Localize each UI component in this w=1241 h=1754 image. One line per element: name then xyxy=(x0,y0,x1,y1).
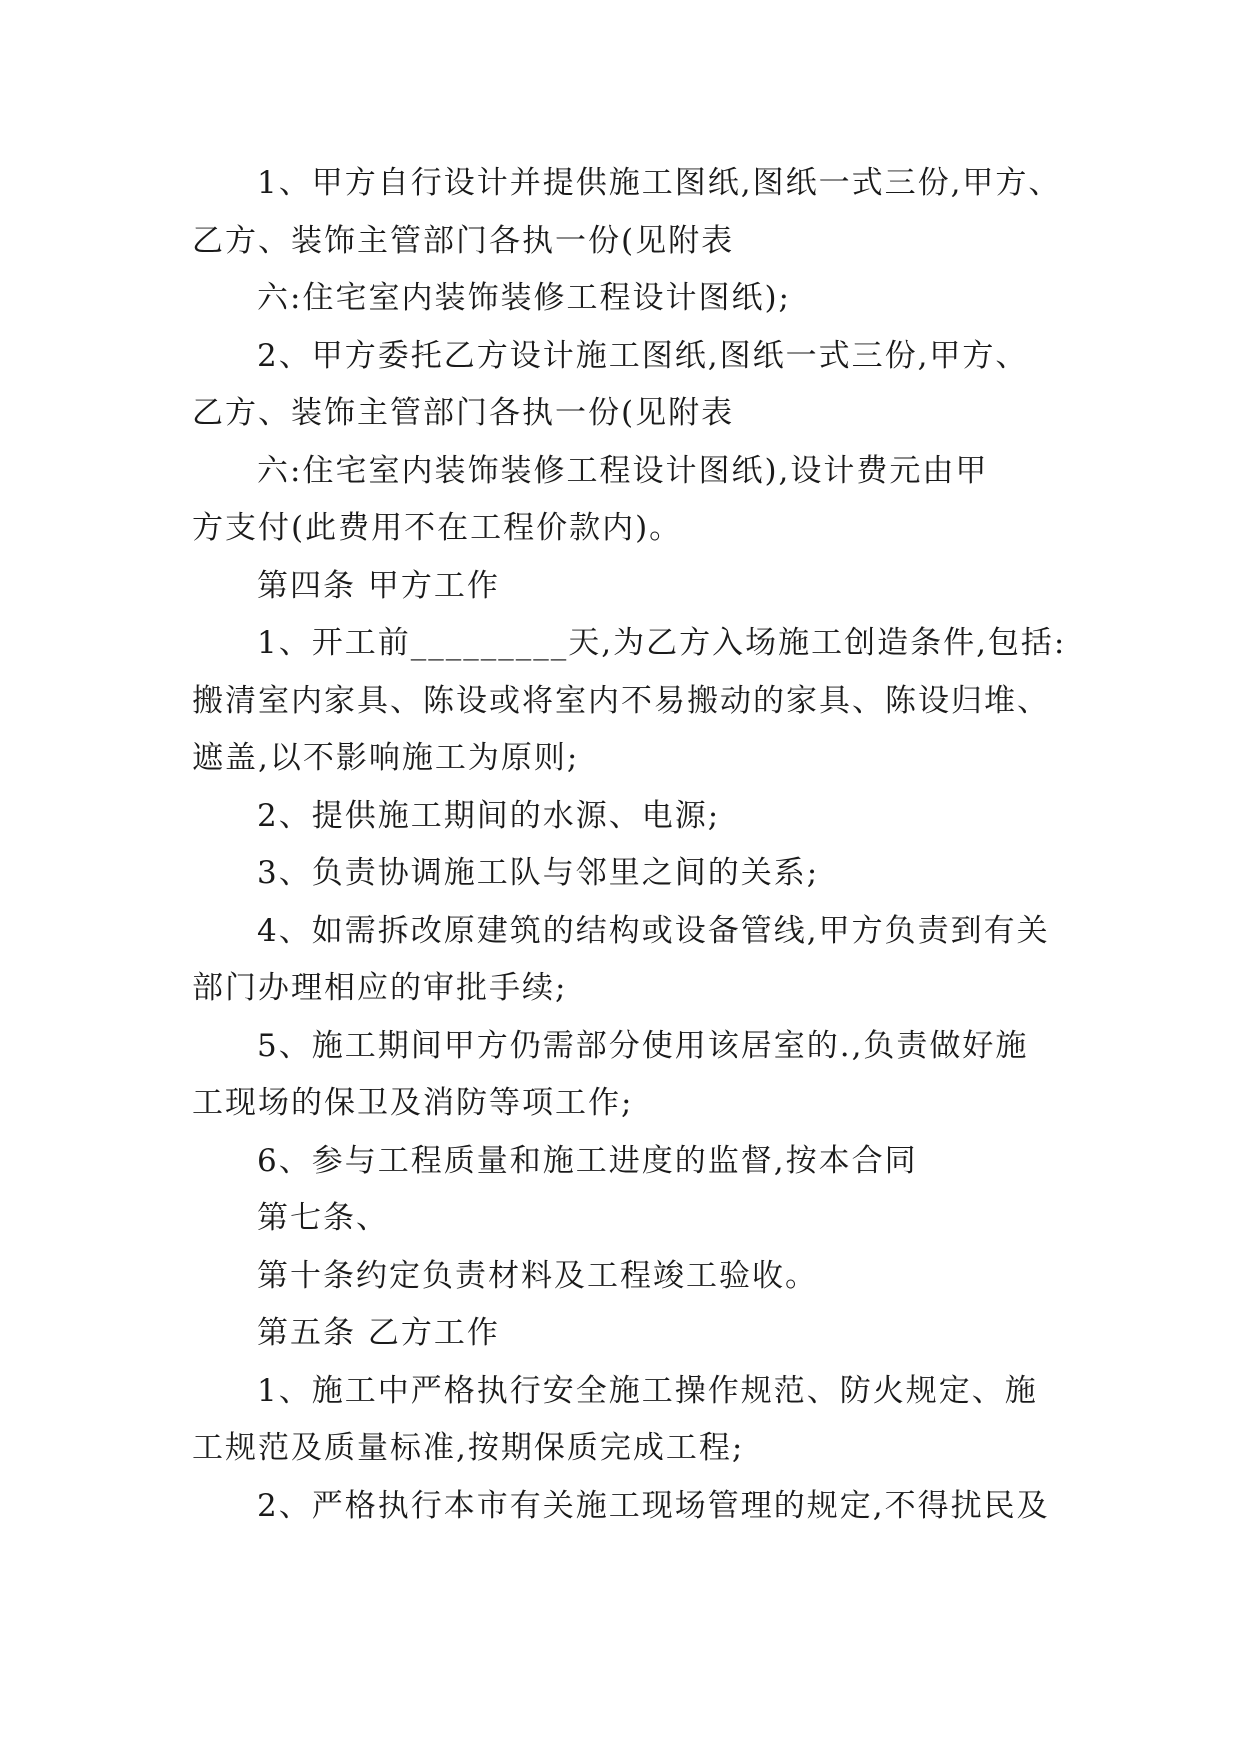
text-line: 第五条 乙方工作 xyxy=(257,1315,500,1351)
text-line: 工规范及质量标准,按期保质完成工程; xyxy=(192,1430,745,1466)
text-line: 2、提供施工期间的水源、电源; xyxy=(257,798,721,834)
text-line: 遮盖,以不影响施工为原则; xyxy=(192,740,580,776)
text-line: 六:住宅室内装饰装修工程设计图纸); xyxy=(257,280,791,316)
text-line: 1、施工中严格执行安全施工操作规范、防火规定、施 xyxy=(257,1373,1038,1409)
text-line: 2、严格执行本市有关施工现场管理的规定,不得扰民及 xyxy=(257,1488,1050,1524)
text-line: 部门办理相应的审批手续; xyxy=(192,970,568,1006)
text-line: 5、施工期间甲方仍需部分使用该居室的.,负责做好施 xyxy=(257,1028,1029,1064)
text-line: 6、参与工程质量和施工进度的监督,按本合同 xyxy=(257,1143,918,1179)
text-line: 第十条约定负责材料及工程竣工验收。 xyxy=(257,1258,818,1294)
text-line: 4、如需拆改原建筑的结构或设备管线,甲方负责到有关 xyxy=(257,913,1050,949)
text-line: 第七条、 xyxy=(257,1200,389,1236)
text-line: 3、负责协调施工队与邻里之间的关系; xyxy=(257,855,820,891)
text-line: 乙方、装饰主管部门各执一份(见附表 xyxy=(192,395,735,431)
text-line: 方支付(此费用不在工程价款内)。 xyxy=(192,510,683,546)
text-line: 1、甲方自行设计并提供施工图纸,图纸一式三份,甲方、 xyxy=(257,165,1062,201)
text-line: 乙方、装饰主管部门各执一份(见附表 xyxy=(192,223,735,259)
text-line: 第四条 甲方工作 xyxy=(257,568,500,604)
text-line: 搬清室内家具、陈设或将室内不易搬动的家具、陈设归堆、 xyxy=(192,683,1050,719)
text-line: 六:住宅室内装饰装修工程设计图纸),设计费元由甲 xyxy=(257,453,989,489)
text-line: 工现场的保卫及消防等项工作; xyxy=(192,1085,634,1121)
text-line: 2、甲方委托乙方设计施工图纸,图纸一式三份,甲方、 xyxy=(257,338,1029,374)
text-line: 1、开工前_________天,为乙方入场施工创造条件,包括: xyxy=(257,625,1067,661)
